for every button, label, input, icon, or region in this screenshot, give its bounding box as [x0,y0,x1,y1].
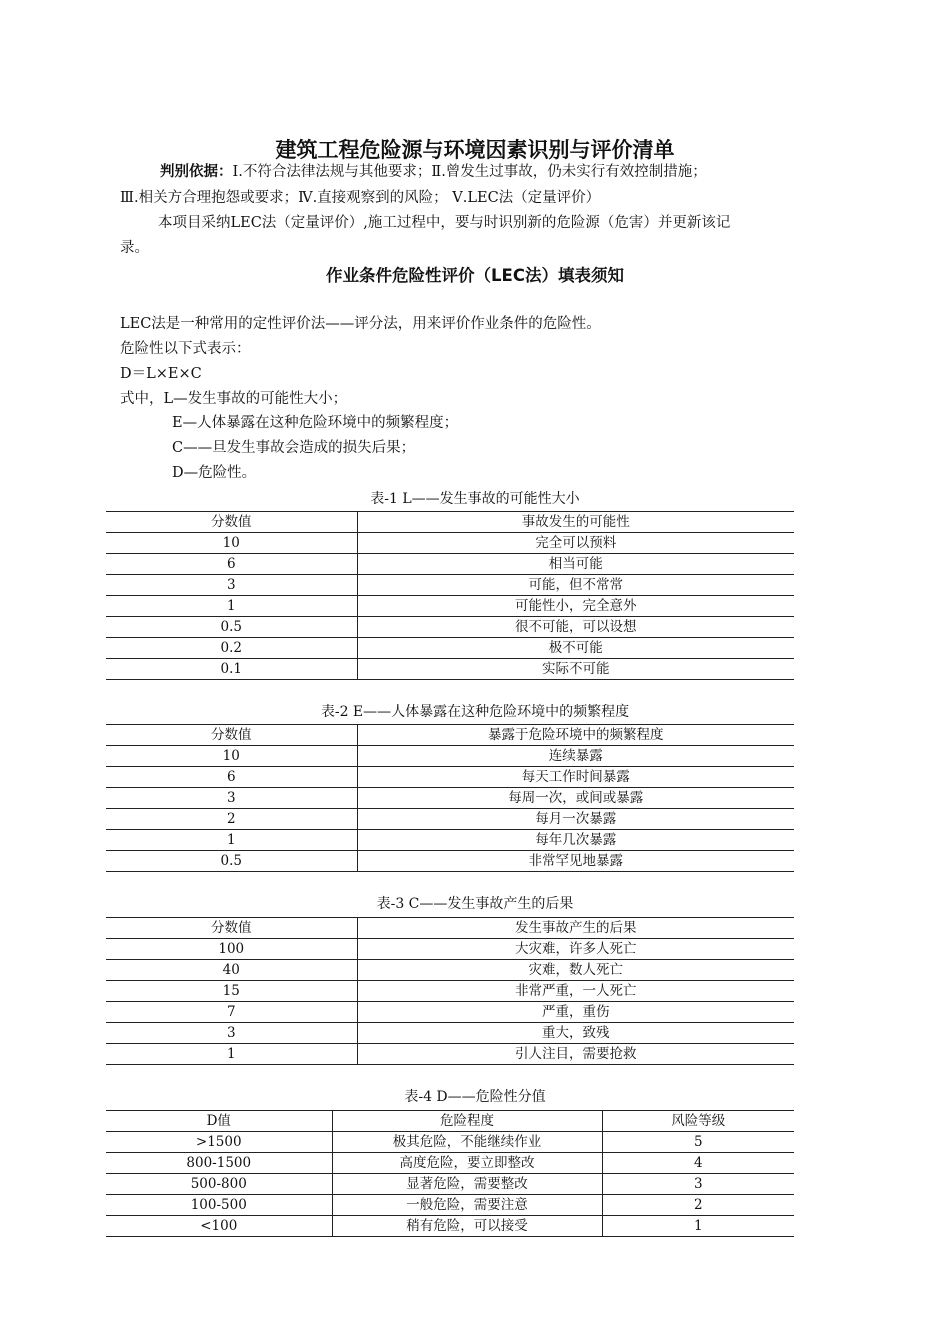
method-line-2: 录。 [120,240,149,256]
table-cell: 0.5 [106,617,357,638]
table-cell: 6 [106,767,357,788]
table-cell: 800-1500 [106,1153,332,1174]
intro-line-1: LEC法是一种常用的定性评价法——评分法，用来评价作业条件的危险性。 [120,316,601,332]
table-cell: 3 [602,1174,794,1195]
table-row [106,554,794,575]
table-consequence [106,917,794,1065]
table-cell: 高度危险，要立即整改 [332,1153,602,1174]
table4-caption: 表-4 D——危险性分值 [404,1089,546,1105]
table-cell: >1500 [106,1132,332,1153]
table-cell: 一般危险，需要注意 [332,1195,602,1216]
table-cell: 3 [106,788,357,809]
table-cell: 0.5 [106,851,357,872]
basis-line-2: Ⅲ.相关方合理抱怨或要求；Ⅳ.直接观察到的风险； Ⅴ.LEC法（定量评价） [120,190,601,206]
table-cell: 连续暴露 [357,746,794,767]
table-row [106,617,794,638]
table-cell: 3 [106,1023,357,1044]
table-exposure [106,724,794,872]
definition-c: C——旦发生事故会造成的损失后果； [172,440,416,456]
table-row [106,1002,794,1023]
table-row [106,575,794,596]
table-cell: 0.2 [106,638,357,659]
table-cell: 每周一次，或间或暴露 [357,788,794,809]
table-row [106,746,794,767]
table-cell: 40 [106,960,357,981]
table4-header-risk-level: 风险等级 [602,1111,794,1132]
table-cell: 每天工作时间暴露 [357,767,794,788]
table-row [106,1153,794,1174]
basis-label: 判别依据： [160,164,233,180]
table-likelihood [106,511,794,680]
table-cell: 极不可能 [357,638,794,659]
table-cell: 2 [106,809,357,830]
table-risk-score [106,1110,794,1237]
table-cell: 每年几次暴露 [357,830,794,851]
formula: D＝L×E×C [120,366,202,382]
table3-header-consequence: 发生事故产生的后果 [357,918,794,939]
table-cell: 显著危险，需要整改 [332,1174,602,1195]
table-row [106,1174,794,1195]
table-cell: 3 [106,575,357,596]
table-cell: 100-500 [106,1195,332,1216]
table-row [106,638,794,659]
table-cell: 每月一次暴露 [357,809,794,830]
table-row [106,809,794,830]
table-row [106,1044,794,1065]
table1-header-score: 分数值 [106,512,357,533]
basis-text-1: Ⅰ.不符合法律法规与其他要求；Ⅱ.曾发生过事故，仍未实行有效控制措施； [232,164,707,180]
table-row [106,960,794,981]
table-cell: 2 [602,1195,794,1216]
table-cell: 大灾难，许多人死亡 [357,939,794,960]
table-row [106,851,794,872]
table-cell: 500-800 [106,1174,332,1195]
table-cell: 完全可以预料 [357,533,794,554]
table-cell: 0.1 [106,659,357,680]
table3-caption: 表-3 C——发生事故产生的后果 [376,896,574,912]
table-cell: 重大，致残 [357,1023,794,1044]
table-row [106,596,794,617]
table-row [106,533,794,554]
table-row [106,1195,794,1216]
method-line-1: 本项目采纳LEC法（定量评价）,施工过程中，要与时识别新的危险源（危害）并更新该记 [158,215,731,231]
table-cell: 严重，重伤 [357,1002,794,1023]
definition-e: E—人体暴露在这种危险环境中的频繁程度； [172,415,459,431]
table-cell: 可能，但不常常 [357,575,794,596]
table-cell: 7 [106,1002,357,1023]
document-title: 建筑工程危险源与环境因素识别与评价清单 [275,138,675,162]
table2-header-exposure: 暴露于危险环境中的频繁程度 [357,725,794,746]
table-cell: 6 [106,554,357,575]
table-cell: 10 [106,533,357,554]
table-cell: 15 [106,981,357,1002]
table-row [106,788,794,809]
table-cell: 100 [106,939,357,960]
table4-header-risk-degree: 危险程度 [332,1111,602,1132]
table-cell: 10 [106,746,357,767]
basis-line-1 [160,162,707,182]
definition-l: 式中，L—发生事故的可能性大小； [120,391,348,407]
table-cell: 极其危险，不能继续作业 [332,1132,602,1153]
table-cell: 很不可能，可以设想 [357,617,794,638]
table-row [106,1023,794,1044]
section-subtitle: 作业条件危险性评价（LEC法）填表须知 [326,266,624,285]
table1-header-likelihood: 事故发生的可能性 [357,512,794,533]
table-row [106,830,794,851]
definition-d: D—危险性。 [172,465,257,481]
table1-caption: 表-1 L——发生事故的可能性大小 [370,491,580,507]
intro-line-2: 危险性以下式表示： [120,341,251,357]
table2-caption: 表-2 E——人体暴露在这种危险环境中的频繁程度 [320,704,630,720]
table-row [106,659,794,680]
table2-header-score: 分数值 [106,725,357,746]
table-cell: 非常罕见地暴露 [357,851,794,872]
table-row [106,981,794,1002]
table-cell: 1 [106,830,357,851]
table-cell: <100 [106,1216,332,1237]
table-cell: 稍有危险，可以接受 [332,1216,602,1237]
table-cell: 5 [602,1132,794,1153]
table-cell: 引人注目，需要抢救 [357,1044,794,1065]
table-cell: 相当可能 [357,554,794,575]
table-cell: 4 [602,1153,794,1174]
table-row [106,767,794,788]
table-cell: 1 [602,1216,794,1237]
table-cell: 1 [106,1044,357,1065]
table-cell: 可能性小，完全意外 [357,596,794,617]
table-cell: 灾难，数人死亡 [357,960,794,981]
table-row [106,1132,794,1153]
table3-header-score: 分数值 [106,918,357,939]
table-cell: 1 [106,596,357,617]
table-row [106,1216,794,1237]
table-cell: 实际不可能 [357,659,794,680]
table4-header-d-value: D值 [106,1111,332,1132]
table-row [106,939,794,960]
table-cell: 非常严重，一人死亡 [357,981,794,1002]
